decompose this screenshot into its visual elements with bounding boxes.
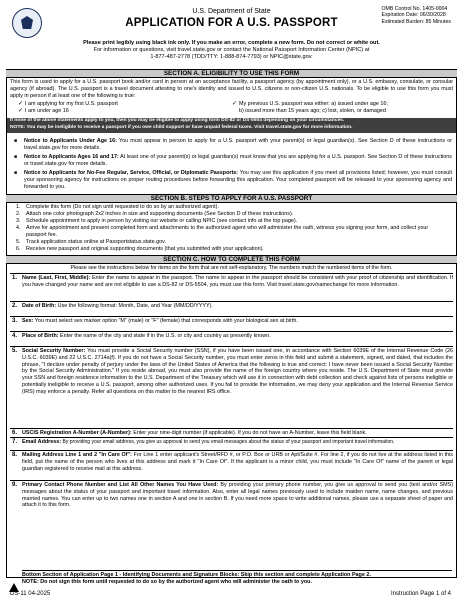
page-number: Instruction Page 1 of 4 bbox=[390, 591, 451, 597]
item-a-number bbox=[10, 428, 453, 437]
notice-under-16-title: Notice to Applicants Under Age 16: bbox=[24, 138, 117, 144]
item-text: Enter the name of the city and state if in the U.S. or city and country as presently known. bbox=[60, 333, 271, 339]
notice-16-17-title: Notice to Applicants Ages 16 and 17: bbox=[24, 154, 119, 160]
bottom-section-note bbox=[22, 570, 452, 586]
section-b-heading: SECTION B. STEPS TO APPLY FOR A U.S. PASSPORT bbox=[6, 194, 457, 203]
section-c-subheading: Please see the instructions below for items on the form that are not self-explanatory. The numbers match the numbered items of the form. bbox=[70, 265, 393, 271]
item-text: You must provide a Social Security number (SSN), if you have been issued one, in accordance with Section 6039E of the Internal Revenue Code (26 U.S.C. 6039E) and 22 U.S.C. 2714a(f). If you do not have a Social Security number, you must enter zeros in this field and submit a statement, signed, and dated, that includes the phrase, "I declare under penalty of perjury under the laws of the United States of America that the following is true and correct: I have never been issued a Social Security Number by the Social Security Administration." If you reside abroad, you must also provide the name of the foreign country where you reside. The U.S. Department of State must provide your SSN and foreign residence information to the U.S. Department of the Treasury which will use it in connection with debt collection and check against lists of persons ineligible or potentially ineligible to receive a U.S. passport, among other authorized uses. If you fail to provide the information, we may deny your application and the Internal Revenue Service (IRS) may enforce a penalty. Refer all questions on this matter to the nearest IRS office. bbox=[22, 348, 454, 395]
omb-expiration: Expiration Date: 06/30/2028 bbox=[381, 12, 446, 19]
item-title: Date of Birth: bbox=[22, 303, 57, 309]
notice-no-fee-title: Notice to Applicants for No-Fee Regular, Service, Official, or Diplomatic Passports: bbox=[24, 170, 239, 176]
eligibility-note-1: If none of the above statements apply to you, then you may be eligible to apply using form DS-82 or DS-5504 depending on your circumstances. bbox=[10, 118, 345, 123]
checkmark-icon: ✓ bbox=[232, 101, 238, 107]
item-title: Name (Last, First, Middle): bbox=[22, 275, 91, 281]
checkmark-icon: ✓ bbox=[18, 108, 24, 114]
eligibility-note-bar bbox=[7, 118, 456, 133]
omb-control-number: OMB Control No. 1405-0004 bbox=[381, 6, 448, 12]
step-text: Arrive for appointment and present completed form and attachments to the authorized agent who will administer the oath, witness you signing your form, and collect your passport fee. bbox=[26, 225, 429, 238]
item-title: Email Address: bbox=[22, 439, 62, 445]
item-sex bbox=[10, 316, 453, 325]
intro-line-1: Please print legibly using black ink only. If you make an error, complete a new form. Do not correct or white out. bbox=[83, 40, 380, 46]
item-name bbox=[10, 273, 453, 289]
item-title: Place of Birth: bbox=[22, 333, 59, 339]
step-item: 5. Track application status online at Passportstatus.state.gov. bbox=[16, 239, 166, 245]
check-row-1 bbox=[18, 101, 118, 108]
step-item: 1. Complete this form (Do not sign until requested to do so by an authorized agent). bbox=[16, 204, 219, 210]
page-title: APPLICATION FOR A U.S. PASSPORT bbox=[125, 17, 338, 29]
notice-under-16 bbox=[12, 138, 452, 152]
item-phone-other-names bbox=[10, 480, 453, 509]
intro-block bbox=[12, 40, 451, 62]
step-item: 4. Arrive for appointment and present completed form and attachments to the authorized agent who will administer the oath, witness you signing your form, and collect your passport fee. bbox=[16, 225, 429, 238]
step-text: Attach one color photograph 2x2 inches in size and supporting documents (See Section D of these instructions). bbox=[26, 211, 294, 217]
check-row-2 bbox=[18, 108, 69, 115]
step-text: Track application status online at Passportstatus.state.gov. bbox=[26, 239, 166, 245]
item-email bbox=[10, 437, 453, 446]
step-item: 2. Attach one color photograph 2x2 inches in size and supporting documents (See Section D of these instructions). bbox=[16, 211, 294, 217]
intro-line-3: 1-877-487-2778 (TDD/TTY: 1-888-874-7793) or NPIC@state.gov. bbox=[150, 54, 313, 61]
eligibility-note-2: NOTE: You may be ineligible to receive a passport if you owe child support or have unpaid federal taxes. Visit travel.state.gov for more information. bbox=[10, 124, 353, 130]
notice-no-fee-text: You may use this application if you meet all provisions listed; however, you must consult your sponsoring agency for instructions on proper routing procedures before forwarding this application. Your completed passport will be released to your sponsoring agency and forwarded to you. bbox=[24, 170, 452, 190]
item-text: Use the following format: Month, Date, and Year (MM/DD/YYYY). bbox=[57, 303, 213, 309]
item-date-of-birth bbox=[10, 301, 453, 310]
item-number: 9. bbox=[12, 482, 18, 488]
intro-line-2: For information or questions, visit travel.state.gov or contact the National Passport Information Center (NPIC) at bbox=[93, 47, 370, 54]
form-id: DS-11 04-2025 bbox=[10, 591, 51, 597]
bottom-note-line-1: Bottom Section of Application Page 1 - Identifying Documents and Signature Blocks: Skip this section and complete Application Page 2. bbox=[22, 572, 371, 578]
section-a-heading: SECTION A. ELIGIBILITY TO USE THIS FORM bbox=[6, 69, 457, 78]
checkmark-icon: ✓ bbox=[18, 101, 24, 107]
item-number: 8. bbox=[12, 452, 18, 458]
item-text: By providing your email address, you give us approval to send you email messages about the status of your passport and important travel information. bbox=[62, 439, 395, 445]
step-text: Complete this form (Do not sign until requested to do so by an authorized agent). bbox=[26, 204, 219, 210]
item-number: 6. bbox=[12, 430, 18, 436]
item-title: USCIS Registration A-Number (A-Number): bbox=[22, 430, 132, 436]
item-place-of-birth bbox=[10, 331, 453, 340]
notice-16-17-text: At least one of your parent(s) or legal guardian(s) must know that you are applying for a U.S. passport. See Section D of these instructions or travel.state.gov for more details. bbox=[24, 154, 452, 167]
step-text: Receive new passport and original supporting documents (that you submitted with your application). bbox=[26, 246, 264, 252]
item-mailing-address bbox=[10, 450, 453, 472]
item-ssn bbox=[10, 346, 453, 396]
notice-16-17 bbox=[12, 154, 452, 168]
item-number: 3. bbox=[12, 318, 18, 324]
item-text: For Line 1 enter applicant's Street/RFD #, or P.O. Box or URB or Apt/Suite #. For line 2, if you do not live at the address listed in this field, put the name of the person who lives at this address and mark it "In Care Of". If the applicant is a minor child, you must include "In Care Of" name of the parent or legal guardian registered to receive mail at this address. bbox=[22, 452, 453, 472]
item-number: 1. bbox=[12, 275, 18, 281]
check-row-4: b) issued more than 15 years ago; c) lost, stolen, or damaged bbox=[239, 108, 386, 114]
step-item: 3. Schedule appointment to apply in person by visiting our website or calling NPIC (see contact info at the top page). bbox=[16, 218, 298, 224]
item-text: Enter your nine-digit number (if applicable). If you do not have an A-Number, leave this field blank. bbox=[133, 430, 367, 436]
check-row-3 bbox=[232, 101, 388, 108]
step-text: Schedule appointment to apply in person by visiting our website or calling NPIC (see contact info at the top page). bbox=[26, 218, 298, 224]
bottom-note-line-2: NOTE: Do not sign this form until requested to do so by the authorized agent who will administer the oath to you. bbox=[22, 579, 312, 585]
section-c-heading: SECTION C. HOW TO COMPLETE THIS FORM bbox=[6, 255, 457, 264]
item-text: By providing your primary phone number, you give us approval to send you (text and/or SMS) messages about the status of your passport and important travel information. Also, enter all legal names previously used to include maiden name, name changes, and previous married names. You can enter up to two names one in section A and one in section B. If you need more space to write additional names, please use a separate sheet of paper and attach it to this form. bbox=[22, 482, 454, 509]
notice-no-fee bbox=[12, 170, 452, 191]
item-text: You must select sex marker option "M" (male) or "F" (female) that corresponds with your biological sex at birth. bbox=[34, 318, 298, 324]
notice-under-16-text: You must appear in person to apply for a U.S. passport with your parent(s) or legal guardian(s). See Section D of these instructions or travel.state.gov for more details. bbox=[24, 138, 452, 151]
item-title: Social Security Number: bbox=[22, 348, 86, 354]
section-a-text: This form is used to apply for a U.S. passport book and/or card in person at an acceptance facility, a passport agency (by appointment only), or a U.S. embassy, consulate, or consular agency (if abroad). The U.S. passport is a travel document attesting to one's identity and issued to U.S. citizens or non-citizen U.S. nationals. To be eligible to use this form you must apply in person if at least one of the following is true: bbox=[10, 79, 453, 99]
item-title: Primary Contact Phone Number and List All Other Names You Have Used: bbox=[22, 482, 219, 488]
item-title: Sex: bbox=[22, 318, 34, 324]
item-number: 2. bbox=[12, 303, 18, 309]
check-label-previous-passport: My previous U.S. passport was either: a) issued under age 16; bbox=[239, 101, 388, 107]
item-text: Enter the name to appear in the passport. The name to appear in the passport should be consistent with your proof of citizenship and identification. If you have changed your name and are not eligible to use a DS-82 or DS-5504, you must use this form. Visit travel.state.gov/namechange for more information. bbox=[22, 275, 453, 288]
step-item: 6. Receive new passport and original supporting documents (that you submitted with your application). bbox=[16, 246, 264, 252]
item-number: 5. bbox=[12, 348, 18, 354]
item-number: 7. bbox=[12, 439, 18, 445]
item-title: Mailing Address Line 1 and 2 "In Care Of": bbox=[22, 452, 132, 458]
omb-burden: Estimated Burden: 85 Minutes bbox=[381, 18, 451, 25]
department-name: U.S. Department of State bbox=[192, 8, 271, 15]
check-label-under-16: I am under age 16 bbox=[25, 108, 69, 114]
item-number: 4. bbox=[12, 333, 18, 339]
check-label-first-passport: I am applying for my first U.S. passport bbox=[25, 101, 118, 107]
omb-block bbox=[382, 6, 452, 25]
